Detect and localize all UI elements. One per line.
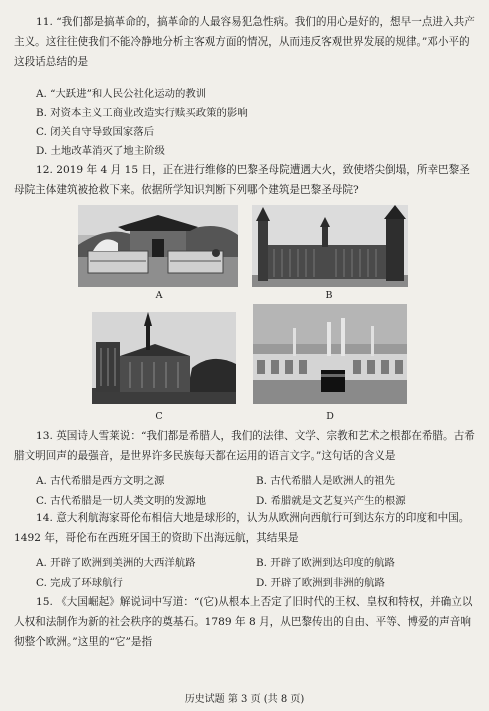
page-footer: 历史试题 第 3 页 (共 8 页) [184, 694, 305, 705]
q12-stem: 12. 2019 年 4 月 15 日，正在进行维修的巴黎圣母院遭遇大火，致使塔尖倒塌，所幸巴黎圣母院主体建筑被抢救下来。依据所学知识判断下列哪个建筑是巴黎圣母院? [14, 164, 470, 196]
q13-option-d: D. 希腊就是文艺复兴产生的根源 [256, 495, 406, 507]
photo-c-notre-dame [92, 312, 236, 404]
q14-option-d: D. 开辟了欧洲到非洲的航路 [256, 577, 385, 589]
q13-stem: 13. 英国诗人雪莱说：“我们都是希腊人，我们的法律、文学、宗教和艺术之根都在希腊。古希腊文明回声的最强音，是世界许多民族每天都在运用的语言文字。”这句话的含义是 [14, 430, 475, 462]
q14-option-c: C. 完成了环球航行 [36, 577, 123, 589]
caption-b: B [325, 290, 333, 301]
photo-d-kaaba [253, 304, 407, 404]
q14-option-b: B. 开辟了欧洲到达印度的航路 [256, 557, 395, 569]
caption-a: A [155, 290, 163, 301]
q11-option-b: B. 对资本主义工商业改造实行赎买政策的影响 [36, 107, 248, 119]
caption-d: D [326, 411, 334, 422]
q11-option-d: D. 土地改革消灭了地主阶级 [36, 145, 165, 157]
caption-c: C [155, 411, 163, 422]
q15-stem: 15. 《大国崛起》解说词中写道：“(它)从根本上否定了旧时代的王权、皇权和特权，并确立以人权和法制作为新的社会秩序的奠基石。1789 年 8 月，从巴黎传出的自由、平等、博爱的声音响彻整个欧洲。”这里的“它”是指 [14, 596, 473, 648]
photo-a-chinese-temple [78, 205, 238, 287]
photo-b-westminster [252, 205, 408, 287]
q13-option-a: A. 古代希腊是西方文明之源 [36, 475, 165, 487]
q13-option-b: B. 古代希腊人是欧洲人的祖先 [256, 475, 395, 487]
q11-stem: 11. “我们都是搞革命的，搞革命的人最容易犯急性病。我们的用心是好的，想早一点进入共产主义。这往往使我们不能冷静地分析主客观方面的情况，从而违反客观世界发展的规律。”邓小平的这段话总结的是 [14, 16, 475, 68]
q11-option-a: A. “大跃进”和人民公社化运动的教训 [36, 88, 207, 100]
q13-option-c: C. 古代希腊是一切人类文明的发源地 [36, 495, 207, 507]
q14-stem: 14. 意大利航海家哥伦布相信大地是球形的，认为从欧洲向西航行可到达东方的印度和中国。1492 年，哥伦布在西班牙国王的资助下出海远航，其结果是 [14, 512, 470, 544]
q11-option-c: C. 闭关自守导致国家落后 [36, 126, 155, 138]
q14-option-a: A. 开辟了欧洲到美洲的大西洋航路 [36, 557, 196, 569]
